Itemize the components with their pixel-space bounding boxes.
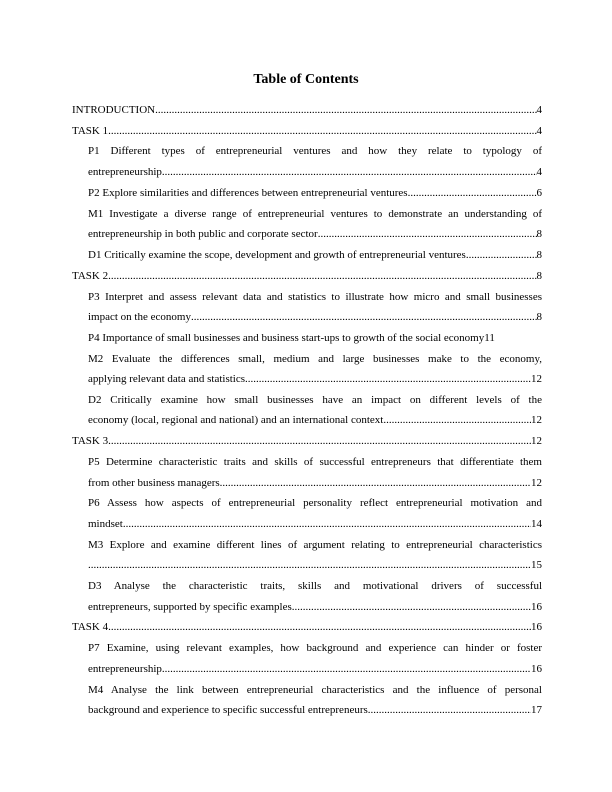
toc-entry[interactable] (88, 600, 542, 614)
toc-task-entry[interactable] (72, 620, 542, 634)
toc-page-number: 12 (531, 477, 542, 489)
toc-entry[interactable] (88, 248, 542, 262)
toc-task-entry[interactable] (72, 434, 542, 448)
toc-entry-text: mindset (88, 518, 123, 530)
toc-entry[interactable] (88, 662, 542, 676)
toc-page-number: 4 (536, 125, 542, 137)
toc-entry-first-line: D3 Analyse the characteristic traits, skills and motivational drivers of successful (88, 580, 542, 592)
toc-entry-first-line: M2 Evaluate the differences small, medium and large businesses make to the economy, (88, 353, 542, 365)
toc-entry-text: economy (local, regional and national) and an international context (88, 414, 384, 426)
dot-leader (466, 248, 537, 262)
toc-entry-first-line: M4 Analyse the link between entrepreneurial characteristics and the influence of personal (88, 684, 542, 696)
toc-entry-text: impact on the economy (88, 311, 191, 323)
dot-leader (108, 434, 531, 448)
toc-task-entry[interactable] (72, 103, 542, 117)
toc-entry-text: TASK 1 (72, 125, 109, 137)
toc-entry[interactable] (88, 331, 542, 345)
toc-page-number: 16 (531, 601, 542, 613)
toc-page-number: 4 (536, 104, 542, 116)
toc-entry[interactable] (88, 372, 542, 386)
toc-page-number: 15 (531, 559, 542, 571)
dot-leader (162, 165, 537, 179)
toc-page-number: 17 (531, 704, 542, 716)
toc-page-number: 16 (531, 663, 542, 675)
dot-leader (123, 517, 531, 531)
toc-page-number: 6 (536, 187, 542, 199)
toc-entry[interactable] (88, 310, 542, 324)
toc-page-number: 16 (531, 621, 542, 633)
toc-entry-text: P2 Explore similarities and differences between entrepreneurial ventures (88, 187, 408, 199)
toc-entry-first-line: P1 Different types of entrepreneurial ventures and how they relate to typology of (88, 145, 542, 157)
toc-entry-text: P4 Importance of small businesses and business start-ups to growth of the social economy (88, 332, 485, 344)
dot-leader (162, 662, 531, 676)
toc-entry-first-line: P7 Examine, using relevant examples, how background and experience can hinder or foster (88, 642, 542, 654)
toc-page-number: 8 (536, 228, 542, 240)
toc-task-entry[interactable] (72, 124, 542, 138)
toc-entry-text: applying relevant data and statistics (88, 373, 246, 385)
toc-entry-first-line: P3 Interpret and assess relevant data and statistics to illustrate how micro and small businesses (88, 291, 542, 303)
dot-leader (245, 372, 531, 386)
dot-leader (108, 269, 536, 283)
dot-leader (292, 600, 531, 614)
toc-entry[interactable] (88, 476, 542, 490)
toc-page-number: 14 (531, 518, 542, 530)
page-title: Table of Contents (253, 72, 359, 87)
toc-entry-first-line: P5 Determine characteristic traits and skills of successful entrepreneurs that differentiate them (88, 456, 542, 468)
dot-leader (408, 186, 537, 200)
toc-page-number: 12 (531, 373, 542, 385)
toc-entry[interactable] (88, 517, 542, 531)
toc-entry[interactable] (88, 703, 542, 717)
toc-page-number: 8 (536, 311, 542, 323)
toc-entry-text: entrepreneurship in both public and corporate sector (88, 228, 318, 240)
toc-entry-first-line: D2 Critically examine how small businesses have an impact on different levels of the (88, 394, 542, 406)
toc-entry-text: background and experience to specific successful entrepreneurs (88, 704, 368, 716)
toc-entry[interactable] (88, 413, 542, 427)
toc-entry-text: D1 Critically examine the scope, development and growth of entrepreneurial ventures (88, 249, 466, 261)
dot-leader (108, 620, 531, 634)
toc-entry-text: TASK 3 (72, 435, 109, 447)
toc-entry[interactable] (88, 558, 542, 572)
toc-page-number: 4 (536, 166, 542, 178)
dot-leader (88, 558, 531, 572)
dot-leader (220, 476, 531, 490)
toc-entry[interactable] (88, 186, 542, 200)
toc-entry-first-line: M3 Explore and examine different lines of argument relating to entrepreneurial characteristics (88, 539, 542, 551)
dot-leader (383, 413, 531, 427)
toc-page-number: 8 (536, 249, 542, 261)
toc-task-entry[interactable] (72, 269, 542, 283)
toc-entry-text: entrepreneurship (88, 166, 162, 178)
toc-entry-text: TASK 2 (72, 270, 109, 282)
dot-leader (108, 124, 536, 138)
toc-entry-text: TASK 4 (72, 621, 109, 633)
toc-entry-text: entrepreneurs, supported by specific examples (88, 601, 292, 613)
toc-entry-text: entrepreneurship (88, 663, 162, 675)
toc-entry-first-line: M1 Investigate a diverse range of entrepreneurial ventures to demonstrate an understanding of (88, 208, 542, 220)
dot-leader (155, 103, 536, 117)
toc-entry[interactable] (88, 165, 542, 179)
toc-entry[interactable] (88, 227, 542, 241)
toc-page-number: 12 (531, 435, 542, 447)
toc-entry-first-line: P6 Assess how aspects of entrepreneurial personality reflect entrepreneurial motivation and (88, 497, 542, 509)
toc-page-number: 8 (536, 270, 542, 282)
toc-page-number: 11 (484, 332, 495, 344)
toc-entry-text: from other business managers (88, 477, 220, 489)
dot-leader (368, 703, 531, 717)
toc-entry-text: INTRODUCTION (72, 104, 156, 116)
dot-leader (191, 310, 537, 324)
toc-page-number: 12 (531, 414, 542, 426)
dot-leader (318, 227, 537, 241)
